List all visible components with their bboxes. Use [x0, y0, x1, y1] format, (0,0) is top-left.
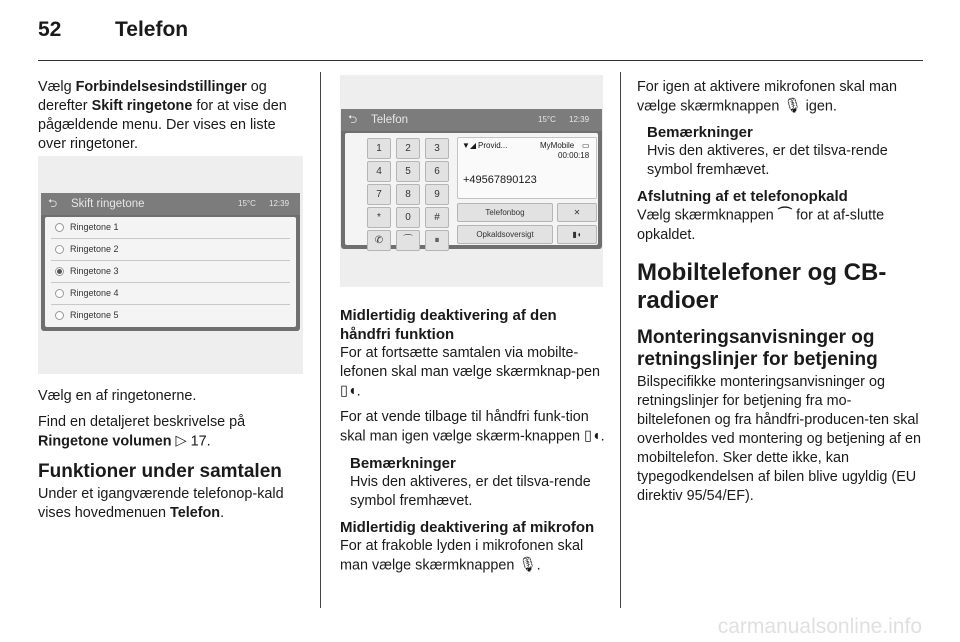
radio-icon	[55, 289, 64, 298]
section-heading: Midlertidig deaktivering af den håndfri funktion	[340, 307, 557, 343]
note-heading: Bemærkninger	[350, 454, 456, 472]
page-number: 52	[38, 18, 62, 41]
column-divider	[320, 72, 321, 608]
hangup-icon: ⌒	[777, 207, 793, 224]
chapter-heading: Mobiltelefoner og CB-radioer	[637, 258, 887, 314]
handset-icon: ▯◖	[583, 428, 601, 445]
phone-number: +49567890123	[463, 174, 537, 186]
section-heading: Funktioner under samtalen	[38, 461, 282, 483]
call-duration: 00:00:18	[558, 151, 590, 160]
screen-title: Skift ringetone	[71, 198, 145, 210]
note-text: Hvis den aktiveres, er det tilsva-rende symbol fremhævet.	[647, 143, 888, 179]
temperature: 15°C	[538, 115, 556, 124]
clock: 12:39	[269, 199, 290, 208]
screen-titlebar	[341, 109, 602, 131]
keypad-key[interactable]: 1	[367, 138, 391, 159]
screen-ringtone	[41, 193, 300, 331]
arrow-ref-icon: ▷	[175, 433, 187, 449]
back-icon: ⮌	[348, 114, 358, 126]
footer-watermark: carmanualsonline.info	[717, 615, 922, 638]
paragraph: Vælg skærmknappen ⌒ for at af-slutte opkaldet.	[637, 207, 885, 243]
note-text: Hvis den aktiveres, er det tilsva-rende symbol fremhævet.	[350, 473, 591, 509]
column-1-lower	[38, 387, 308, 530]
list-item[interactable]: Ringetone 4	[51, 283, 290, 305]
microphone-icon: 🎙︎	[783, 98, 802, 114]
battery-icon: ▭	[582, 141, 590, 150]
keypad-key[interactable]: 0	[396, 207, 420, 228]
list-item[interactable]: Ringetone 2	[51, 239, 290, 261]
note	[340, 454, 605, 511]
radio-icon	[55, 311, 64, 320]
column-divider	[620, 72, 621, 608]
temperature: 15°C	[238, 199, 256, 208]
note-heading: Bemærkninger	[647, 124, 753, 142]
paragraph: Under et igangværende telefonop-kald vises hovedmenuen Telefon.	[38, 486, 284, 522]
call-icon[interactable]: ✆	[367, 230, 391, 251]
paragraph: For at fortsætte samtalen via mobilte-lefonen skal man vælge skærmknap-pen ▯◖.	[340, 345, 600, 400]
hangup-icon[interactable]: ⌒	[396, 230, 420, 251]
radio-selected-icon	[55, 267, 64, 276]
keypad-key[interactable]: 8	[396, 184, 420, 205]
note	[637, 123, 922, 180]
radio-icon	[55, 223, 64, 232]
list-item[interactable]: Ringetone 3	[51, 261, 290, 283]
phonebook-button[interactable]: Telefonbog	[457, 203, 553, 222]
section-heading: Monteringsanvisninger og retningslinjer for betjening	[637, 326, 878, 370]
keypad-key[interactable]: 2	[396, 138, 420, 159]
keypad-key[interactable]: 9	[425, 184, 449, 205]
paragraph: Vælg Forbindelsesindstillinger og derefter Skift ringetone for at vise den pågældende menu. Der vises en liste over ringetoner.	[38, 79, 287, 152]
paragraph: For at vende tilbage til håndfri funk-tion skal man igen vælge skærm-knappen ▯◖.	[340, 409, 605, 445]
mute-mic-button[interactable]	[557, 203, 597, 222]
ringtone-list	[45, 217, 296, 327]
clock: 12:39	[569, 115, 590, 124]
paragraph: For at frakoble lyden i mikrofonen skal man vælge skærmknappen 🎙︎.	[340, 537, 584, 573]
call-log-button[interactable]: Opkaldsoversigt	[457, 225, 553, 244]
keypad-key[interactable]: 3	[425, 138, 449, 159]
figure-ringtone	[38, 156, 303, 374]
column-2	[340, 306, 605, 582]
keypad-key[interactable]: 7	[367, 184, 391, 205]
mic-off-icon: ✕	[573, 208, 581, 217]
provider-name: Provid...	[478, 141, 508, 150]
signal-icon: ▼◢	[462, 141, 477, 150]
section-heading: Afslutning af et telefonopkald	[637, 188, 848, 206]
handset-icon: ▯◖	[340, 383, 357, 399]
screen-title: Telefon	[371, 114, 409, 126]
paragraph: Find en detaljeret beskrivelse på Ringetone volumen ▷ 17.	[38, 414, 246, 450]
microphone-icon: 🎙︎	[518, 556, 537, 573]
keypad-key[interactable]: *	[367, 207, 391, 228]
screen-phone	[341, 109, 602, 249]
list-item[interactable]: Ringetone 1	[51, 217, 290, 239]
phone-panel	[345, 133, 598, 245]
figure-phone	[340, 75, 603, 287]
call-info-panel	[457, 137, 597, 199]
column-3	[637, 78, 922, 513]
back-icon: ⮌	[48, 198, 58, 210]
keypad-key[interactable]: 5	[396, 161, 420, 182]
section-heading: Midlertidig deaktivering af mikrofon	[340, 518, 595, 536]
keypad-key[interactable]: #	[425, 207, 449, 228]
handsfree-button[interactable]	[557, 225, 597, 244]
pause-icon[interactable]: ⏸	[425, 230, 449, 251]
paragraph: For igen at aktivere mikrofonen skal man vælge skærmknappen 🎙︎ igen.	[637, 79, 897, 115]
keypad-key[interactable]: 4	[367, 161, 391, 182]
header-rule	[38, 60, 923, 61]
paragraph: Bilspecifikke monteringsanvisninger og retningslinjer for betjening fra mo-biltelefonen og fra håndfri-producen-ten skal overholdes ved montering og betjening af en mobiltelefon. Sker dette ikke, kan typegodkendelsen af bilen blive ugyldig (EU direktiv 95/54/EF).	[637, 373, 922, 504]
list-item[interactable]: Ringetone 5	[51, 305, 290, 326]
keypad-key[interactable]: 6	[425, 161, 449, 182]
column-1	[38, 78, 303, 161]
paragraph: Vælg en af ringetonerne.	[38, 388, 197, 404]
page-title: Telefon	[115, 18, 189, 41]
screen-titlebar	[41, 193, 300, 215]
handsfree-icon: ▮◖	[572, 230, 582, 239]
radio-icon	[55, 245, 64, 254]
device-name: MyMobile	[540, 141, 575, 150]
